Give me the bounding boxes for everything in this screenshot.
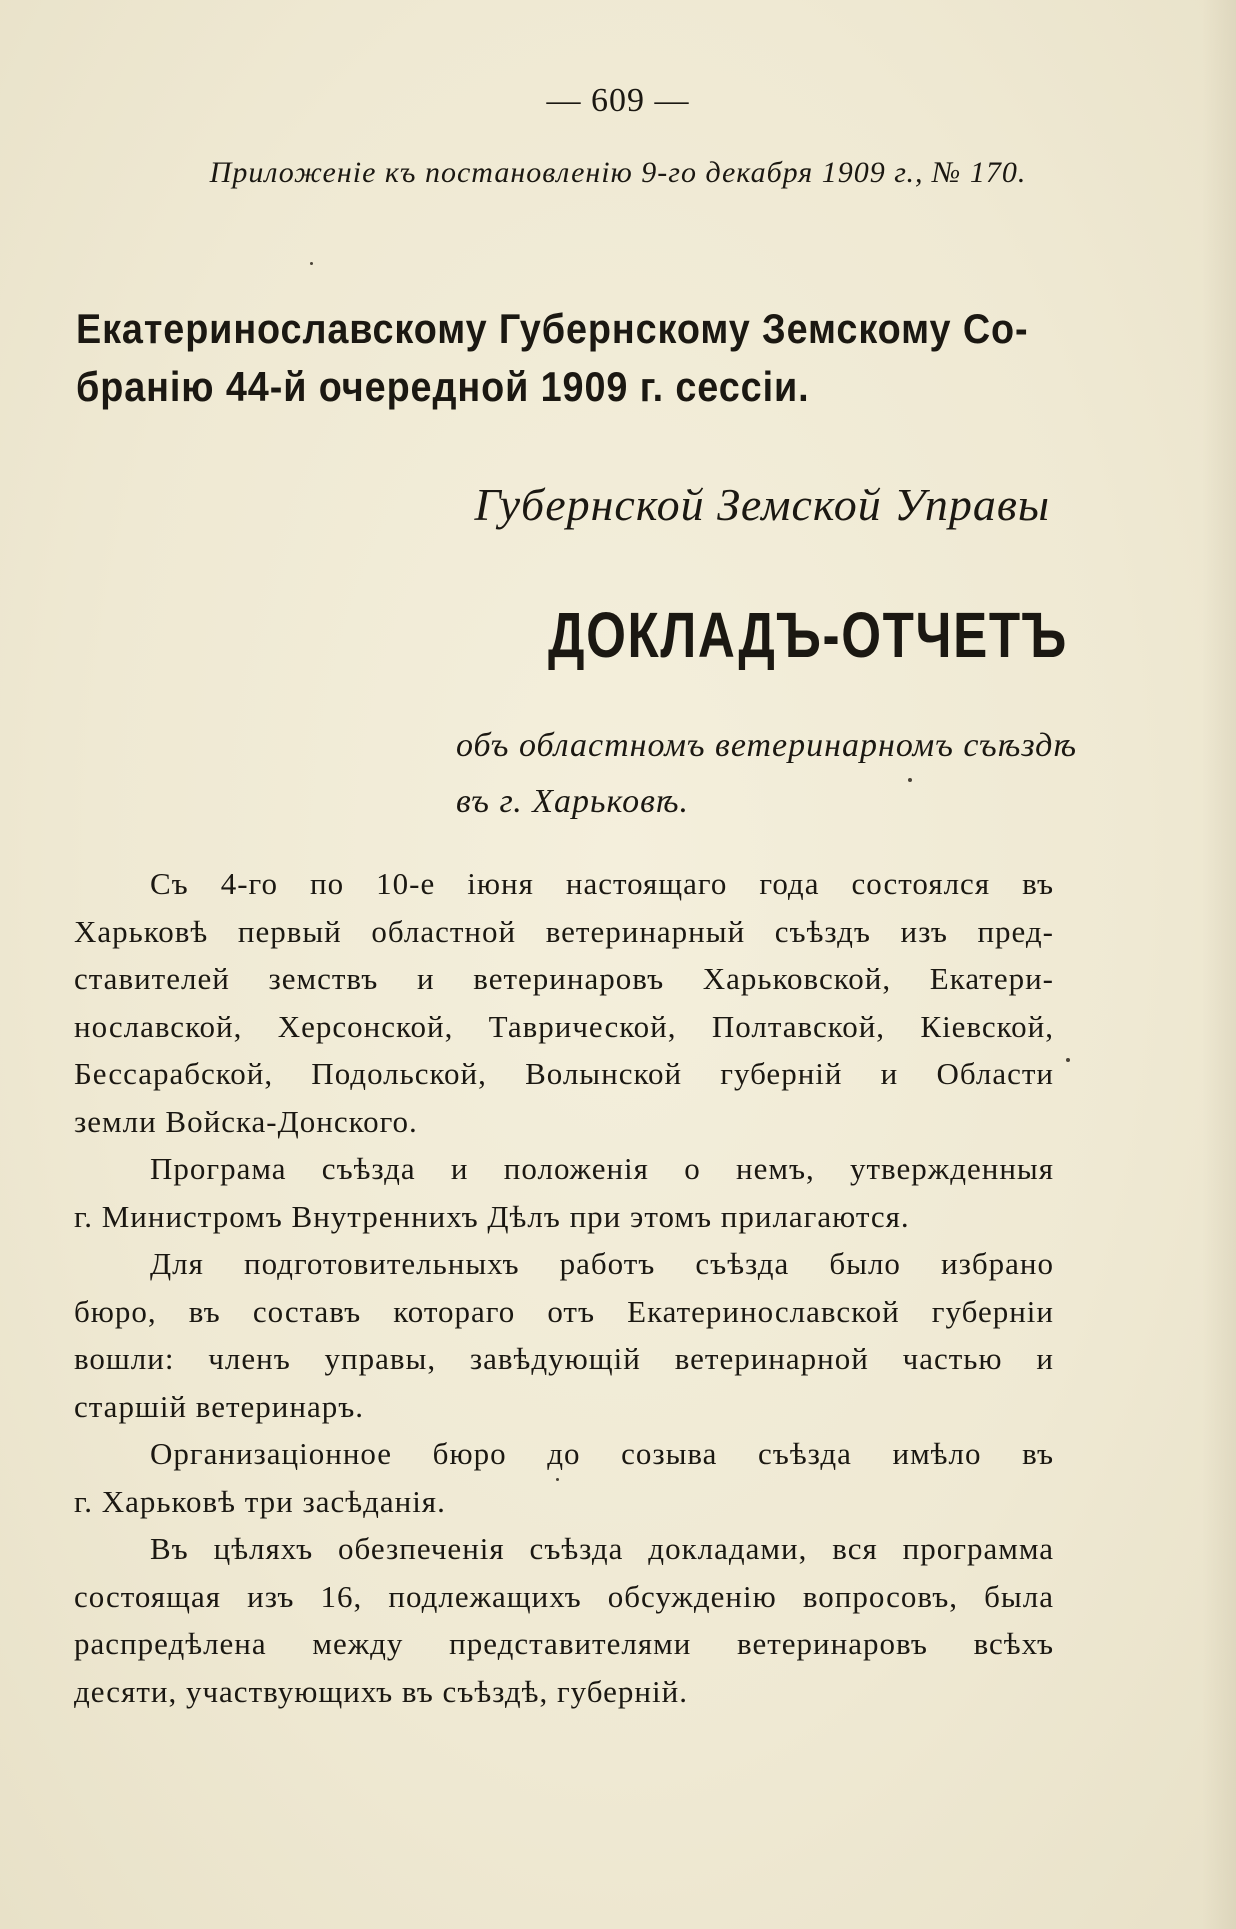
text-line: Съ 4-го по 10-е iюня настоящаго года состоялся въ — [150, 866, 1054, 901]
text-line: Для подготовительныхъ работъ съѣзда было избрано — [150, 1246, 1054, 1281]
appendix-note: Приложенiе къ постановленiю 9-го декабря 1909 г., № 170. — [209, 156, 1027, 189]
page-edge-shadow — [1202, 0, 1236, 1929]
issuer-line: Губернской Земской Управы — [474, 479, 1050, 530]
ink-speck — [908, 778, 912, 782]
text-line: Бессарабской, Подольской, Волынской губернiй и Области — [74, 1056, 1054, 1091]
text-line: старшiй ветеринаръ. — [74, 1388, 365, 1424]
text-line: состоящая изъ 16, подлежащихъ обсужденiю вопросовъ, была — [74, 1578, 1054, 1614]
text-line: земли Войска-Донского. — [74, 1103, 418, 1139]
page-number: — 609 — — [546, 82, 690, 119]
text-line: Въ цѣляхъ обезпеченiя съѣзда докладами, вся программа — [150, 1531, 1054, 1566]
text-line: бюро, въ составъ котораго отъ Екатеринославской губернiи — [74, 1293, 1054, 1329]
text-line: г. Харьковѣ три засѣданiя. — [74, 1483, 446, 1519]
paragraph — [74, 1430, 1054, 1525]
text-line: Програма съѣзда и положенiя о немъ, утвержденныя — [150, 1151, 1054, 1186]
paragraph — [74, 1240, 1054, 1430]
document-title: ДОКЛАДЪ-ОТЧЕТЪ — [548, 599, 1068, 671]
addressee-line: Екатеринославскому Губернскому Земскому Со- — [76, 305, 1029, 352]
text-line: Харьковѣ первый областной ветеринарный съѣздъ изъ пред- — [74, 913, 1054, 949]
text-line: нославской, Херсонской, Таврической, Полтавской, Кiевской, — [74, 1008, 1054, 1044]
text-line: вошли: членъ управы, завѣдующiй ветеринарной частью и — [74, 1341, 1054, 1376]
paragraph — [74, 1145, 1054, 1240]
subject-line: въ г. Харьковѣ. — [456, 783, 690, 820]
text-line: г. Министромъ Внутреннихъ Дѣлъ при этомъ прилагаются. — [74, 1198, 910, 1234]
text-line: распредѣлена между представителями ветеринаровъ всѣхъ — [74, 1626, 1054, 1661]
ink-speck — [310, 262, 313, 265]
addressee-heading — [76, 300, 1029, 416]
text-line: десяти, участвующихъ въ съѣздѣ, губернiй. — [74, 1673, 688, 1709]
ink-speck — [1066, 1058, 1070, 1062]
addressee-line: бранiю 44-й очередной 1909 г. сессiи. — [76, 363, 810, 410]
paragraph — [74, 1525, 1054, 1715]
ink-speck — [556, 1478, 559, 1481]
body-text — [74, 860, 1054, 1715]
document-subject — [456, 718, 1077, 830]
text-line: Организацiонное бюро до созыва съѣзда имѣло въ — [150, 1436, 1054, 1471]
paragraph — [74, 860, 1054, 1145]
text-line: ставителей земствъ и ветеринаровъ Харьковской, Екатери- — [74, 961, 1054, 996]
subject-line: объ областномъ ветеринарномъ съѣздѣ — [456, 727, 1078, 764]
